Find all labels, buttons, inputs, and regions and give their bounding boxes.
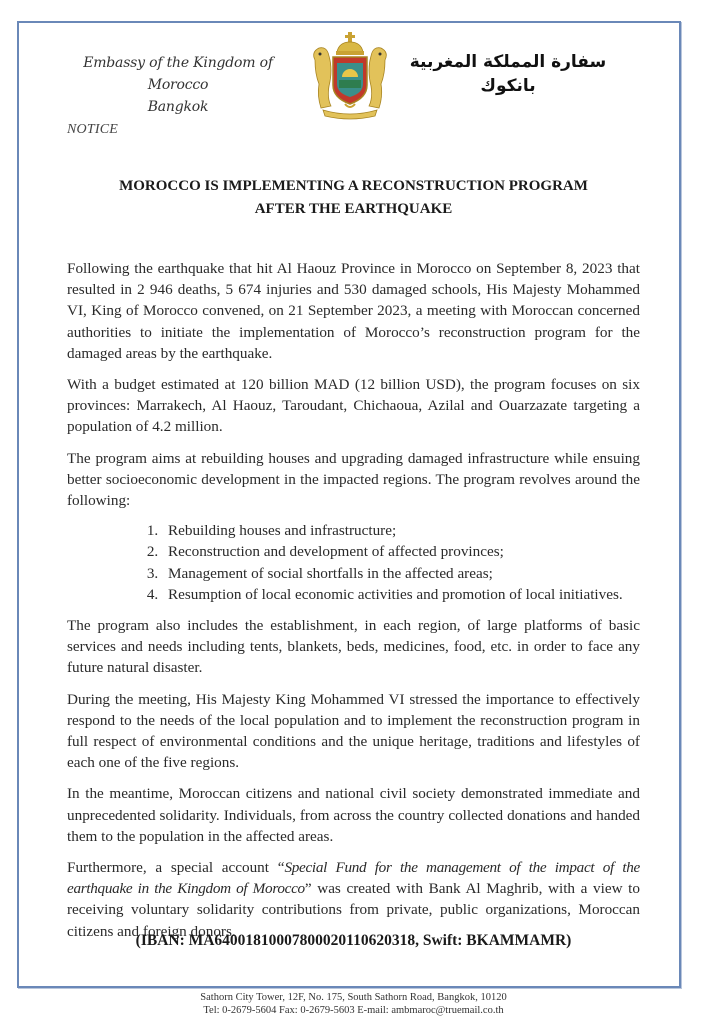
special-fund-text-before: Furthermore, a special account “: [67, 859, 285, 877]
footer-contact: Tel: 0-2679-5604 Fax: 0-2679-5603 E-mail: ambmaroc@truemail.co.th: [203, 1005, 504, 1016]
letterhead-english-line1: Embassy of the Kingdom of Morocco: [83, 55, 273, 93]
document-title-line1: MOROCCO IS IMPLEMENTING A RECONSTRUCTION PROGRAM: [119, 178, 588, 194]
paragraph-special-fund: [67, 857, 640, 942]
letterhead-arabic-line2: بانكوك: [480, 76, 536, 96]
paragraph-earthquake-intro: Following the earthquake that hit Al Haouz Province in Morocco on September 8, 2023 that resulted in 2 946 deaths, 5 674 injuries and 530 damaged schools, His Majesty Mohammed VI, King of Morocco convened, on 21 September 2023, a meeting with Moroccan concerned authorities to initiate the implementation of Morocco’s reconstruction program for the damaged areas by the earthquake.: [67, 260, 640, 362]
list-item: 4. Resumption of local economic activities and promotion of local initiatives.: [162, 584, 640, 605]
bank-details: (IBAN: MA64001810007800020110620318, Swift: BKAMMAMR): [135, 932, 572, 949]
special-fund-text-after: ” was created with Bank Al Maghrib, with a view to receiving voluntary solidarity contributions from private, public organizations, Moroccan citizens and foreign donors.: [67, 880, 640, 940]
program-pillars-list: [67, 520, 640, 605]
letterhead-english-line2: Bangkok: [147, 99, 209, 115]
coat-of-arms-icon: [305, 30, 395, 122]
list-item: 1. Rebuilding houses and infrastructure;: [162, 520, 640, 541]
document-body: [67, 258, 640, 952]
paragraph-meeting: During the meeting, His Majesty King Mohammed VI stressed the importance to effectively respond to the needs of the local population and to implement the reconstruction program in full respect of environmental conditions and the unique heritage, traditions and lifestyles of each one of the five regions.: [67, 690, 640, 772]
paragraph-platforms: The program also includes the establishment, in each region, of large platforms of basic services and needs including tents, blankets, beds, medicines, food, etc. in order to face any future natural disaster.: [67, 617, 640, 677]
footer-address: Sathorn City Tower, 12F, No. 175, South Sathorn Road, Bangkok, 10120: [200, 992, 507, 1003]
letterhead-arabic: [408, 50, 608, 98]
letterhead: [0, 28, 707, 118]
list-item: 2. Reconstruction and development of affected provinces;: [162, 541, 640, 562]
document-title: [67, 175, 640, 221]
letterhead-english: [58, 52, 298, 118]
paragraph-budget: With a budget estimated at 120 billion MAD (12 billion USD), the program focuses on six provinces: Marrakech, Al Haouz, Taroudant, Chichaoua, Azilal and Ouarzazate targeting a population of 4.2 million.: [67, 376, 640, 436]
footer: [0, 991, 707, 1017]
special-fund-name: Special Fund for the management of the impact of the earthquake in the Kingdom of Morocco: [67, 859, 640, 898]
paragraph-solidarity: In the meantime, Moroccan citizens and national civil society demonstrated immediate and unprecedented solidarity. Individuals, from across the country collected donations and handed them to the population in the affected areas.: [67, 785, 640, 845]
document-title-line2: AFTER THE EARTHQUAKE: [254, 201, 453, 217]
notice-label: NOTICE: [67, 122, 118, 137]
list-item: 3. Management of social shortfalls in the affected areas;: [162, 563, 640, 584]
paragraph-program-aims: The program aims at rebuilding houses and upgrading damaged infrastructure while ensuing better socioeconomic development in the impacted regions. The program revolves around the following:: [67, 449, 640, 510]
letterhead-arabic-line1: سفارة المملكة المغربية: [409, 52, 607, 72]
